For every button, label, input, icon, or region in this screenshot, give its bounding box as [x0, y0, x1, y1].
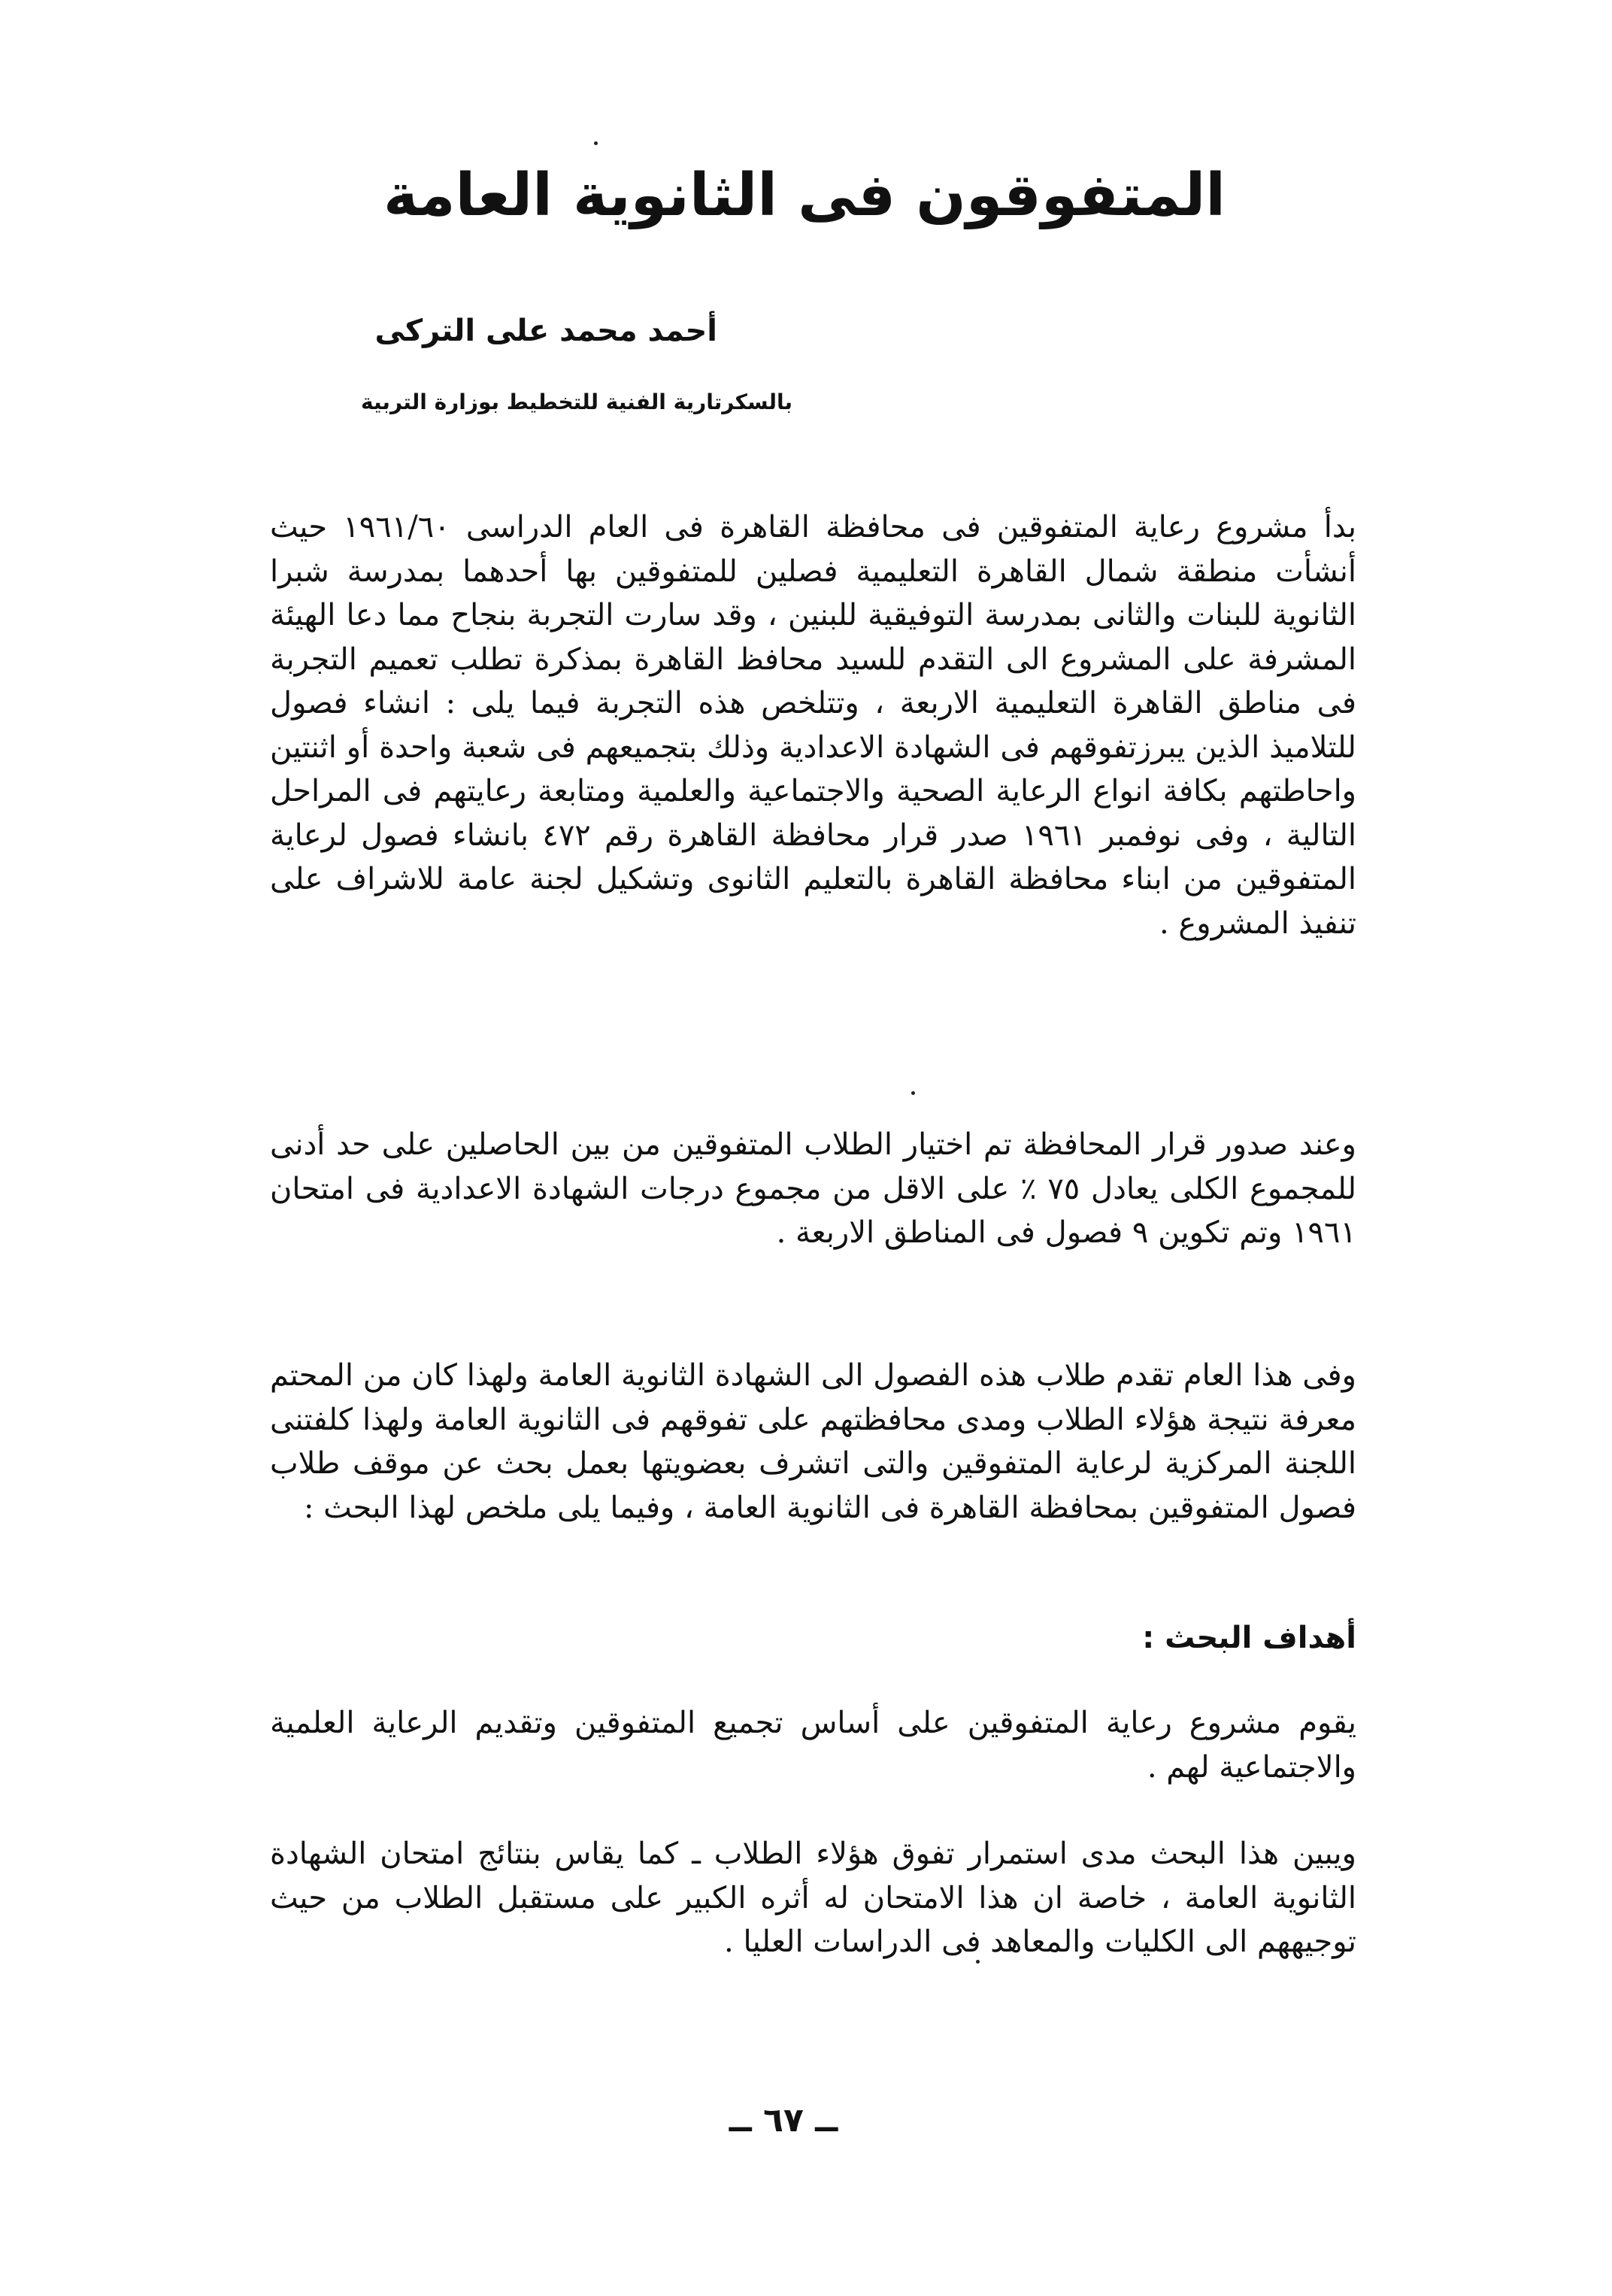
section-heading: أهداف البحث :	[1142, 1621, 1356, 1655]
page-number: ــ ٦٧ ــ	[729, 2101, 838, 2140]
scan-speck	[911, 1091, 915, 1095]
scan-speck	[594, 141, 598, 145]
body-paragraph: ويبين هذا البحث مدى استمرار تفوق هؤلاء الطلاب ـ كما يقاس بنتائج امتحان الشهادة الثانوية العامة ، خاصة ان هذا الامتحان له أثره الكبير على مستقبل الطلاب من حيث توجيههم الى الكليات والمعاهد فى الدراسات العليا .	[270, 1836, 1356, 1959]
article-title: المتفوقون فى الثانوية العامة	[383, 162, 1226, 229]
author-affiliation: بالسكرتارية الفنية للتخطيط بوزارة التربية	[360, 390, 792, 414]
body-paragraph: وعند صدور قرار المحافظة تم اختيار الطلاب المتفوقين من بين الحاصلين على حد أدنى للمجموع الكلى يعادل ٧٥ ٪ على الاقل من مجموع درجات الشهادة الاعدادية فى امتحان ١٩٦١ وتم تكوين ٩ فصول فى المناطق الاربعة .	[270, 1127, 1357, 1250]
body-paragraph: يقوم مشروع رعاية المتفوقين على أساس تجميع المتفوقين وتقديم الرعاية العلمية والاجتماعية لهم .	[270, 1706, 1356, 1785]
author-name: أحمد محمد على التركى	[374, 314, 717, 348]
body-paragraph: وفى هذا العام تقدم طلاب هذه الفصول الى الشهادة الثانوية العامة ولهذا كان من المحتم معرفة نتيجة هؤلاء الطلاب ومدى محافظتهم على تفوقهم فى الثانوية العامة ولهذا كلفتنى اللجنة المركزية لرعاية المتفوقين والتى اتشرف بعضويتها بعمل بحث عن موقف طلاب فصول المتفوقين بمحافظة القاهرة فى الثانوية العامة ، وفيما يلى ملخص لهذا البحث :	[270, 1358, 1356, 1525]
body-paragraph: بدأ مشروع رعاية المتفوقين فى محافظة القاهرة فى العام الدراسى ١٩٦١/٦٠ حيث أنشأت منطقة شمال القاهرة التعليمية فصلين للمتفوقين بها أحدهما بمدرسة شبرا الثانوية للبنات والثانى بمدرسة التوفيقية للبنين ، وقد سارت التجربة بنجاح مما دعا الهيئة المشرفة على المشروع الى التقدم للسيد محافظ القاهرة بمذكرة تطلب تعميم التجربة فى مناطق القاهرة التعليمية الاربعة ، وتتلخص هذه التجربة فيما يلى : انشاء فصول للتلاميذ الذين يبرزتفوقهم فى الشهادة الاعدادية وذلك بتجميعهم فى شعبة واحدة أو اثنتين واحاطتهم بكافة انواع الرعاية الصحية والاجتماعية والعلمية ومتابعة رعايتهم فى المراحل التالية ، وفى نوفمبر ١٩٦١ صدر قرار محافظة القاهرة رقم ٤٧٢ بانشاء فصول لرعاية المتفوقين من ابناء محافظة القاهرة بالتعليم الثانوى وتشكيل لجنة عامة للاشراف على تنفيذ المشروع .	[270, 510, 1357, 941]
